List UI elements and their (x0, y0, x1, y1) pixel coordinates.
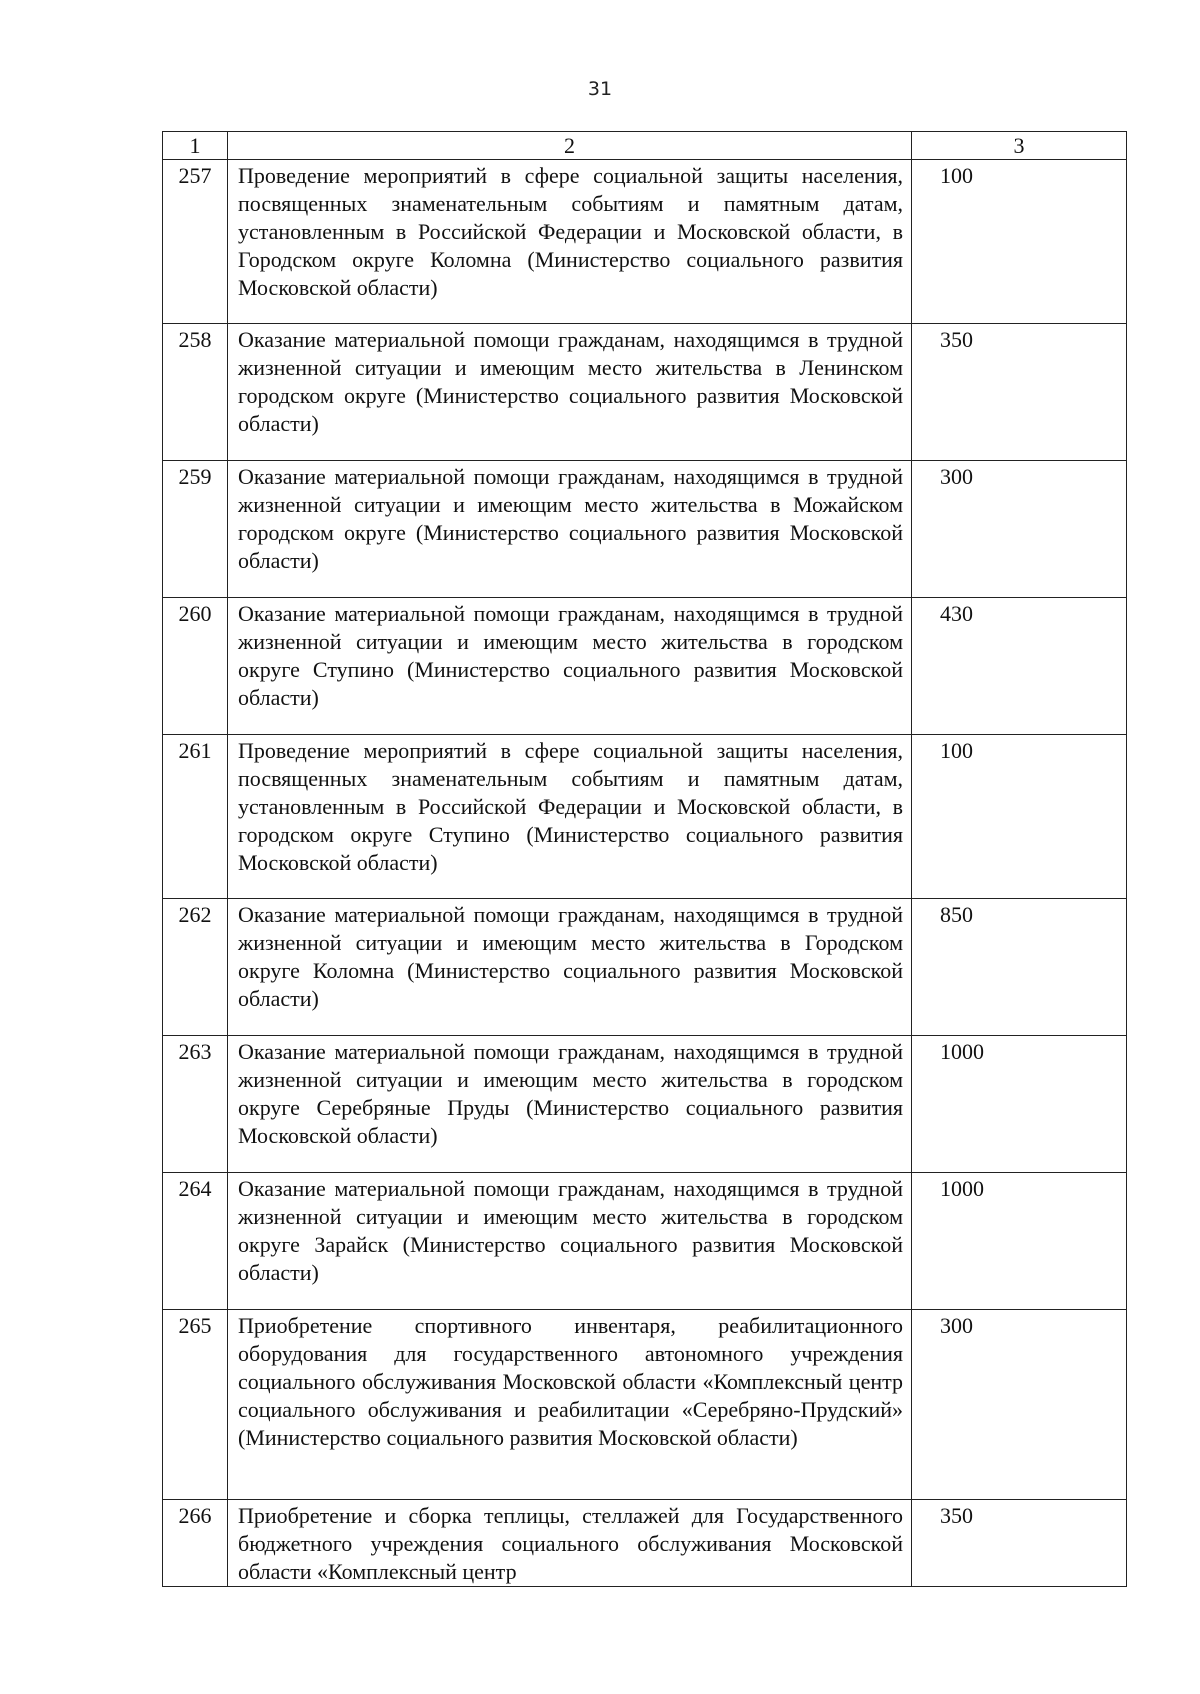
row-number: 264 (163, 1173, 228, 1310)
row-number: 265 (163, 1310, 228, 1500)
row-number: 259 (163, 461, 228, 598)
row-number: 266 (163, 1500, 228, 1587)
table-row (163, 899, 1127, 1036)
table-row (163, 324, 1127, 461)
column-header-3: 3 (912, 132, 1127, 160)
row-description: Приобретение спортивного инвентаря, реабилитационного оборудования для государственного автономного учреждения социального обслуживания Московской области «Комплексный центр социального обслуживания и реабилитации «Серебряно-Прудский» (Министерство социального развития Московской области) (228, 1310, 912, 1500)
column-header-2: 2 (228, 132, 912, 160)
row-amount: 300 (912, 461, 1127, 598)
row-amount: 1000 (912, 1036, 1127, 1173)
table-row (163, 1310, 1127, 1500)
row-number: 257 (163, 160, 228, 324)
row-amount: 850 (912, 899, 1127, 1036)
table-row (163, 735, 1127, 899)
row-number: 263 (163, 1036, 228, 1173)
table-row (163, 1500, 1127, 1587)
table-row (163, 160, 1127, 324)
row-amount: 100 (912, 735, 1127, 899)
row-number: 262 (163, 899, 228, 1036)
row-amount: 430 (912, 598, 1127, 735)
table-row (163, 1173, 1127, 1310)
row-description: Оказание материальной помощи гражданам, находящимся в трудной жизненной ситуации и имеющим место жительства в городском округе Зарайск (Министерство социального развития Московской области) (228, 1173, 912, 1310)
page-number: 31 (587, 78, 613, 100)
row-description (228, 1500, 912, 1587)
row-number: 258 (163, 324, 228, 461)
appropriations-table (162, 131, 1127, 1587)
row-description-text: Приобретение и сборка теплицы, стеллажей для Государственного бюджетного учреждения социального обслуживания Московской области «Комплексный центр (238, 1503, 903, 1584)
row-description: Оказание материальной помощи гражданам, находящимся в трудной жизненной ситуации и имеющим место жительства в городском округе Ступино (Министерство социального развития Московской области) (228, 598, 912, 735)
row-amount: 100 (912, 160, 1127, 324)
row-amount: 350 (912, 324, 1127, 461)
table-row (163, 1036, 1127, 1173)
row-amount: 300 (912, 1310, 1127, 1500)
table-row (163, 461, 1127, 598)
row-description: Оказание материальной помощи гражданам, находящимся в трудной жизненной ситуации и имеющим место жительства в Ленинском городском округе (Министерство социального развития Московской области) (228, 324, 912, 461)
column-header-1: 1 (163, 132, 228, 160)
row-number: 261 (163, 735, 228, 899)
row-description: Проведение мероприятий в сфере социальной защиты населения, посвященных знаменательным событиям и памятным датам, установленным в Российской Федерации и Московской области, в Городском округе Коломна (Министерство социального развития Московской области) (228, 160, 912, 324)
row-amount: 350 (912, 1500, 1127, 1587)
row-description: Оказание материальной помощи гражданам, находящимся в трудной жизненной ситуации и имеющим место жительства в Можайском городском округе (Министерство социального развития Московской области) (228, 461, 912, 598)
table-row (163, 598, 1127, 735)
row-amount: 1000 (912, 1173, 1127, 1310)
row-description: Оказание материальной помощи гражданам, находящимся в трудной жизненной ситуации и имеющим место жительства в городском округе Серебряные Пруды (Министерство социального развития Московской области) (228, 1036, 912, 1173)
row-number: 260 (163, 598, 228, 735)
row-description: Оказание материальной помощи гражданам, находящимся в трудной жизненной ситуации и имеющим место жительства в Городском округе Коломна (Министерство социального развития Московской области) (228, 899, 912, 1036)
row-description: Проведение мероприятий в сфере социальной защиты населения, посвященных знаменательным событиям и памятным датам, установленным в Российской Федерации и Московской области, в городском округе Ступино (Министерство социального развития Московской области) (228, 735, 912, 899)
table-header-row (163, 132, 1127, 160)
